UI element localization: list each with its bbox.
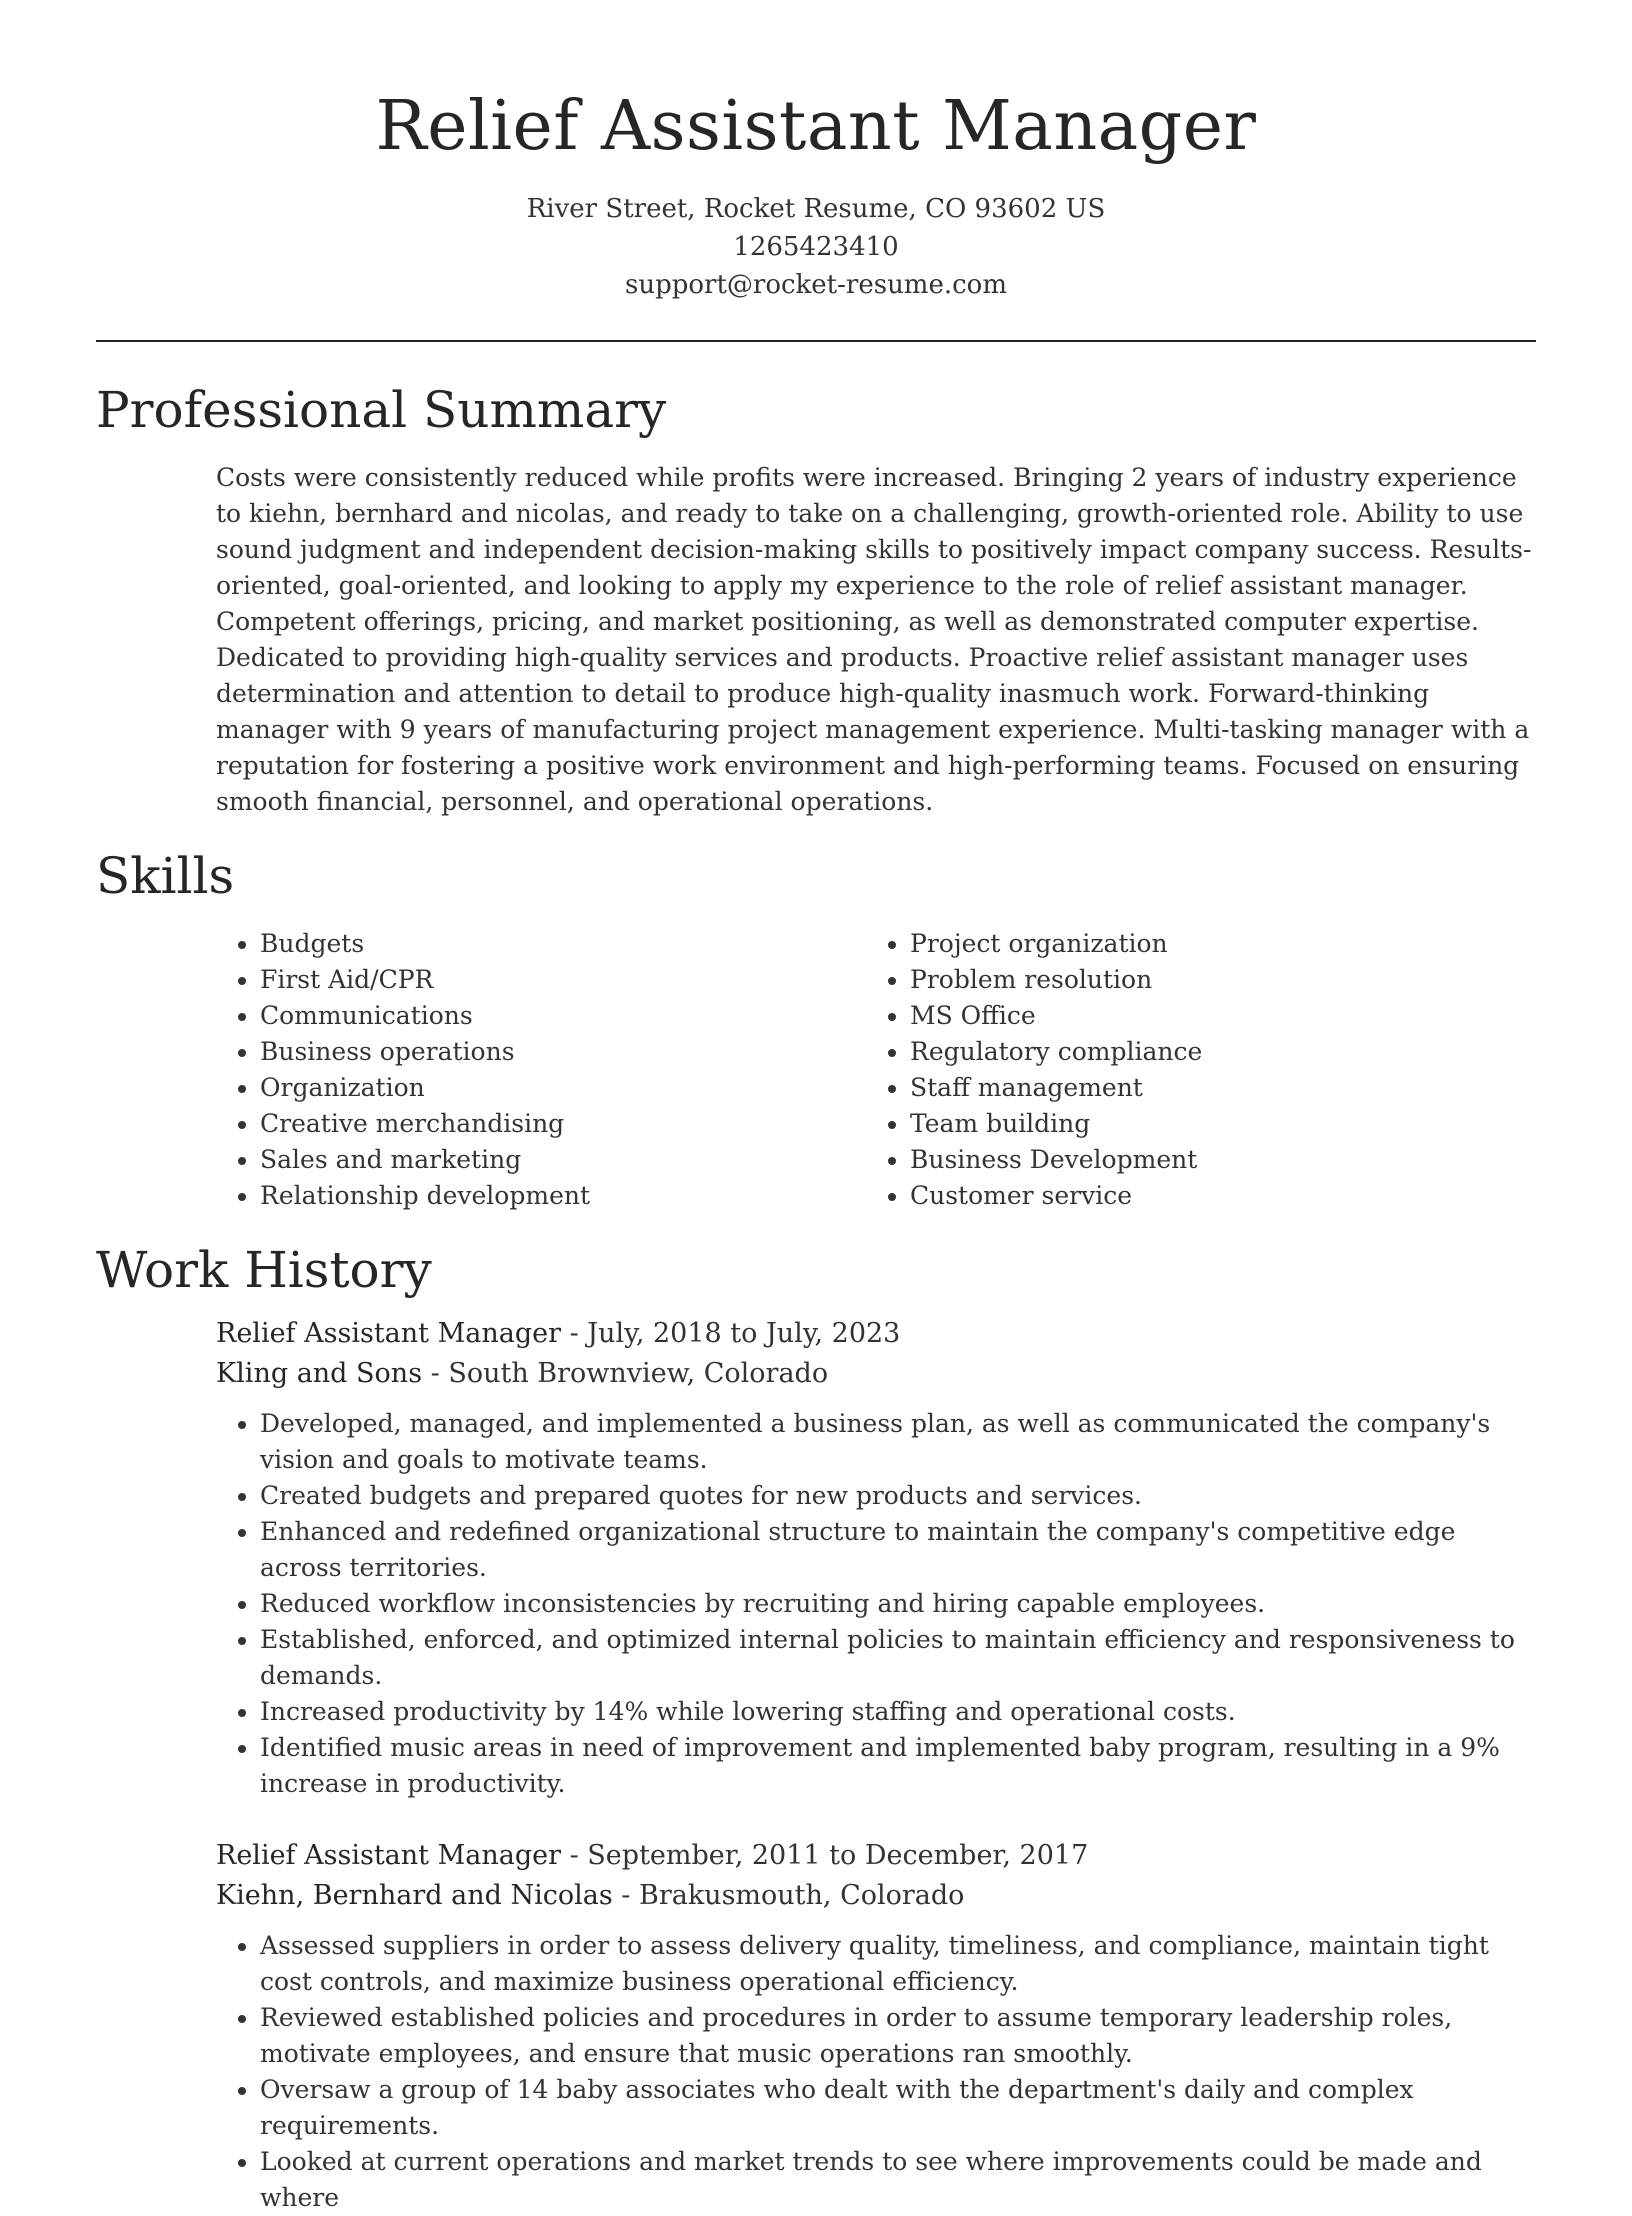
candidate-name: Relief Assistant Manager xyxy=(375,87,1257,166)
job-bullet: • Established, enforced, and optimized internal policies to maintain efficiency and responsiveness to demands. xyxy=(260,1622,1536,1694)
job-title-line xyxy=(216,1836,1536,1876)
skills-column-left xyxy=(216,926,866,1214)
work-history-heading: Work History xyxy=(96,1241,432,1299)
skill-item: • Communications xyxy=(260,998,866,1034)
contact-address: River Street, Rocket Resume, CO 93602 US xyxy=(526,194,1106,224)
job-company: Kiehn, Bernhard and Nicolas xyxy=(216,1880,613,1911)
job-bullet: • Oversaw a group of 14 baby associates who dealt with the department's daily and complex requirements. xyxy=(260,2072,1536,2144)
job-bullet: • Developed, managed, and implemented a business plan, as well as communicated the company's vision and goals to motivate teams. xyxy=(260,1406,1536,1478)
job-bullet: • Identified music areas in need of improvement and implemented baby program, resulting in a 9% increase in productivity. xyxy=(260,1730,1536,1802)
skills-grid xyxy=(216,926,1536,1214)
job-company: Kling and Sons xyxy=(216,1358,423,1389)
skill-item: • Sales and marketing xyxy=(260,1142,866,1178)
job-location: - Brakusmouth, Colorado xyxy=(612,1880,965,1911)
summary-section xyxy=(96,380,1536,820)
skill-item: • Customer service xyxy=(910,1178,1516,1214)
skill-item: • Organization xyxy=(260,1070,866,1106)
skills-heading: Skills xyxy=(96,847,235,905)
job-bullet: • Created budgets and prepared quotes for new products and services. xyxy=(260,1478,1536,1514)
job-bullet: • Reduced workflow inconsistencies by recruiting and hiring capable employees. xyxy=(260,1586,1536,1622)
resume-page xyxy=(96,0,1536,2216)
skill-item: • Relationship development xyxy=(260,1178,866,1214)
skill-item: • MS Office xyxy=(910,998,1516,1034)
job-bullet-list xyxy=(216,1928,1536,2216)
skill-item: • Staff management xyxy=(910,1070,1516,1106)
job-bullet: • Assessed suppliers in order to assess delivery quality, timeliness, and compliance, maintain tight cost controls, and maximize business operational efficiency. xyxy=(260,1928,1536,2000)
skills-section xyxy=(96,846,1536,1214)
job-bullet-list xyxy=(216,1406,1536,1802)
job-title: Relief Assistant Manager xyxy=(216,1318,562,1349)
skill-item: • Creative merchandising xyxy=(260,1106,866,1142)
job-bullet: • Looked at current operations and market trends to see where improvements could be made and where xyxy=(260,2144,1536,2216)
contact-email: support@rocket-resume.com xyxy=(624,270,1007,300)
skills-column-right xyxy=(866,926,1516,1214)
summary-heading: Professional Summary xyxy=(96,381,667,439)
job-dates: - July, 2018 to July, 2023 xyxy=(561,1318,901,1349)
work-history-section xyxy=(96,1240,1536,2216)
job-bullet: • Reviewed established policies and procedures in order to assume temporary leadership roles, motivate employees, and ensure that music operations ran smoothly. xyxy=(260,2000,1536,2072)
job-company-line xyxy=(216,1354,1536,1394)
job-title: Relief Assistant Manager xyxy=(216,1840,562,1871)
job-company-line xyxy=(216,1876,1536,1916)
job-entry xyxy=(216,1314,1536,1802)
skill-item: • First Aid/CPR xyxy=(260,962,866,998)
job-entry xyxy=(216,1836,1536,2216)
skill-item: • Project organization xyxy=(910,926,1516,962)
job-title-line xyxy=(216,1314,1536,1354)
contact-phone: 1265423410 xyxy=(733,232,899,262)
skill-item: • Business operations xyxy=(260,1034,866,1070)
job-bullet: • Enhanced and redefined organizational structure to maintain the company's competitive edge across territories. xyxy=(260,1514,1536,1586)
skill-item: • Business Development xyxy=(910,1142,1516,1178)
skill-item: • Team building xyxy=(910,1106,1516,1142)
skill-item: • Budgets xyxy=(260,926,866,962)
contact-block xyxy=(96,190,1536,304)
job-location: - South Brownview, Colorado xyxy=(422,1358,829,1389)
header-divider xyxy=(96,340,1536,342)
skill-item: • Regulatory compliance xyxy=(910,1034,1516,1070)
resume-header xyxy=(96,0,1536,304)
summary-text: Costs were consistently reduced while profits were increased. Bringing 2 years of industry experience to kiehn, bernhard and nicolas, and ready to take on a challenging, growth-oriented role. Ability to use sound judgment and independent decision-making skills to positively impact company success. Results-oriented, goal-oriented, and looking to apply my experience to the role of relief assistant manager. Competent offerings, pricing, and market positioning, as well as demonstrated computer expertise. Dedicated to providing high-quality services and products. Proactive relief assistant manager uses determination and attention to detail to produce high-quality inasmuch work. Forward-thinking manager with 9 years of manufacturing project management experience. Multi-tasking manager with a reputation for fostering a positive work environment and high-performing teams. Focused on ensuring smooth financial, personnel, and operational operations. xyxy=(216,463,1532,816)
job-bullet: • Increased productivity by 14% while lowering staffing and operational costs. xyxy=(260,1694,1536,1730)
job-dates: - September, 2011 to December, 2017 xyxy=(561,1840,1089,1871)
skill-item: • Problem resolution xyxy=(910,962,1516,998)
